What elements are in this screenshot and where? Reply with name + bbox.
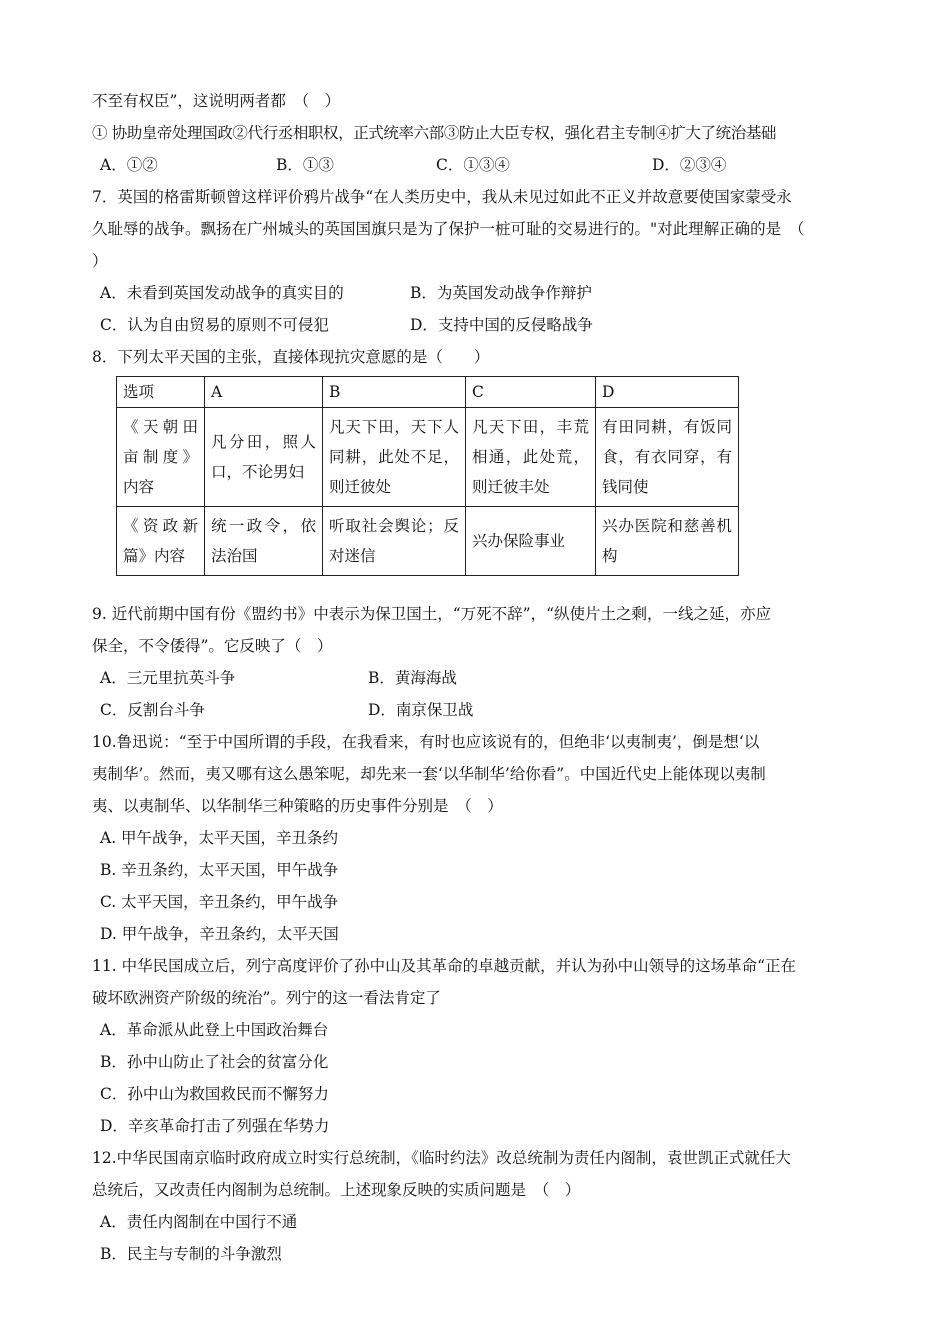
q6-option-b[interactable]: B．①③ — [276, 156, 334, 174]
table-cell: 《天朝田亩制度》内容 — [117, 408, 205, 507]
table-row — [117, 408, 739, 507]
table-cell: 凡天下田，丰荒相通，此处荒，则迁彼丰处 — [466, 408, 596, 507]
q11-stem-line2: 破坏欧洲资产阶级的统治”。列宁的这一看法肯定了 — [92, 989, 441, 1007]
table-row — [117, 507, 739, 576]
table-cell: 兴办保险事业 — [466, 507, 596, 576]
table-cell: 兴办医院和慈善机构 — [596, 507, 739, 576]
q11-option-b[interactable]: B．孙中山防止了社会的贫富分化 — [100, 1053, 329, 1071]
q10-stem-line2: 夷制华’。然而，夷又哪有这么愚笨呢，却先来一套‘以华制华’给你看”。中国近代史上能体现以夷制 — [92, 765, 766, 783]
q11-option-d[interactable]: D．辛亥革命打击了列强在华势力 — [100, 1117, 330, 1135]
q9-stem-line2: 保全，不令倭得”。它反映了（ ） — [92, 637, 333, 655]
q7-option-c[interactable]: C．认为自由贸易的原则不可侵犯 — [100, 316, 329, 334]
q10-option-d[interactable]: D. 甲午战争，辛丑条约，太平天国 — [100, 925, 339, 943]
q9-option-d[interactable]: D．南京保卫战 — [368, 701, 474, 719]
q6-stem-end: 不至有权臣”，这说明两者都 （ ） — [92, 92, 341, 110]
table-header-cell: B — [323, 377, 466, 408]
table-cell: 有田同耕，有饭同食，有衣同穿，有钱同使 — [596, 408, 739, 507]
q7-option-a[interactable]: A．未看到英国发动战争的真实目的 — [100, 284, 344, 302]
q9-option-a[interactable]: A．三元里抗英斗争 — [100, 669, 236, 687]
q12-option-b[interactable]: B．民主与专制的斗争激烈 — [100, 1245, 282, 1263]
q11-option-c[interactable]: C．孙中山为救国救民而不懈努力 — [100, 1085, 329, 1103]
q9-stem-line1: 9. 近代前期中国有份《盟约书》中表示为保卫国土，“万死不辞”，“纵使片土之剩，一线之延，亦应 — [92, 605, 771, 623]
table-cell: 听取社会舆论；反对迷信 — [323, 507, 466, 576]
table-cell: 《资政新篇》内容 — [117, 507, 205, 576]
q11-stem-line1: 11. 中华民国成立后，列宁高度评价了孙中山及其革命的卓越贡献，并认为孙中山领导的这场革命“正在 — [92, 957, 797, 975]
q12-stem-line2: 总统后，又改责任内阁制为总统制。上述现象反映的实质问题是 （ ） — [92, 1181, 581, 1199]
q6-option-c[interactable]: C．①③④ — [436, 156, 510, 174]
q6-option-d[interactable]: D．②③④ — [652, 156, 727, 174]
table-header-cell: A — [205, 377, 323, 408]
q10-stem-line3: 夷、以夷制华、以华制华三种策略的历史事件分别是 （ ） — [92, 797, 503, 815]
q7-option-b[interactable]: B．为英国发动战争作辩护 — [410, 284, 592, 302]
table-cell: 统一政令，依法治国 — [205, 507, 323, 576]
q11-option-a[interactable]: A．革命派从此登上中国政治舞台 — [100, 1021, 329, 1039]
table-cell: 凡天下田，天下人同耕，此处不足，则迁彼处 — [323, 408, 466, 507]
q8-comparison-table — [116, 376, 739, 576]
table-header-cell: 选项 — [117, 377, 205, 408]
q7-stem-line1: 7．英国的格雷斯顿曾这样评价鸦片战争“在人类历史中，我从未见过如此不正义并故意要使国家蒙受永 — [92, 188, 792, 206]
q9-option-c[interactable]: C．反割台斗争 — [100, 701, 205, 719]
q6-statements: ① 协助皇帝处理国政②代行丞相职权，正式统率六部③防止大臣专权，强化君主专制④扩大了统治基础 — [92, 124, 777, 142]
q7-stem-line3: ） — [92, 252, 108, 270]
q10-option-b[interactable]: B. 辛丑条约，太平天国，甲午战争 — [100, 861, 339, 879]
table-header-row — [117, 377, 739, 408]
q10-stem-line1: 10.鲁迅说：“至于中国所谓的手段，在我看来，有时也应该说有的，但绝非‘以夷制夷’，倒是想‘以 — [92, 733, 760, 751]
q9-option-b[interactable]: B．黄海海战 — [368, 669, 457, 687]
table-header-cell: C — [466, 377, 596, 408]
table-header-cell: D — [596, 377, 739, 408]
q10-option-a[interactable]: A. 甲午战争，太平天国，辛丑条约 — [100, 829, 339, 847]
q8-stem: 8．下列太平天国的主张，直接体现抗灾意愿的是（ ） — [92, 348, 490, 366]
q6-option-a[interactable]: A．①② — [100, 156, 158, 174]
table-cell: 凡分田，照人口，不论男妇 — [205, 408, 323, 507]
q7-option-d[interactable]: D．支持中国的反侵略战争 — [410, 316, 593, 334]
q12-option-a[interactable]: A．责任内阁制在中国行不通 — [100, 1213, 298, 1231]
q10-option-c[interactable]: C. 太平天国，辛丑条约，甲午战争 — [100, 893, 339, 911]
q12-stem-line1: 12.中华民国南京临时政府成立时实行总统制，《临时约法》改总统制为责任内阁制，袁世凯正式就任大 — [92, 1149, 791, 1167]
q7-stem-line2: 久耻辱的战争。飘扬在广州城头的英国国旗只是为了保护一桩可耻的交易进行的。"对此理解正确的是 （ — [92, 220, 805, 238]
